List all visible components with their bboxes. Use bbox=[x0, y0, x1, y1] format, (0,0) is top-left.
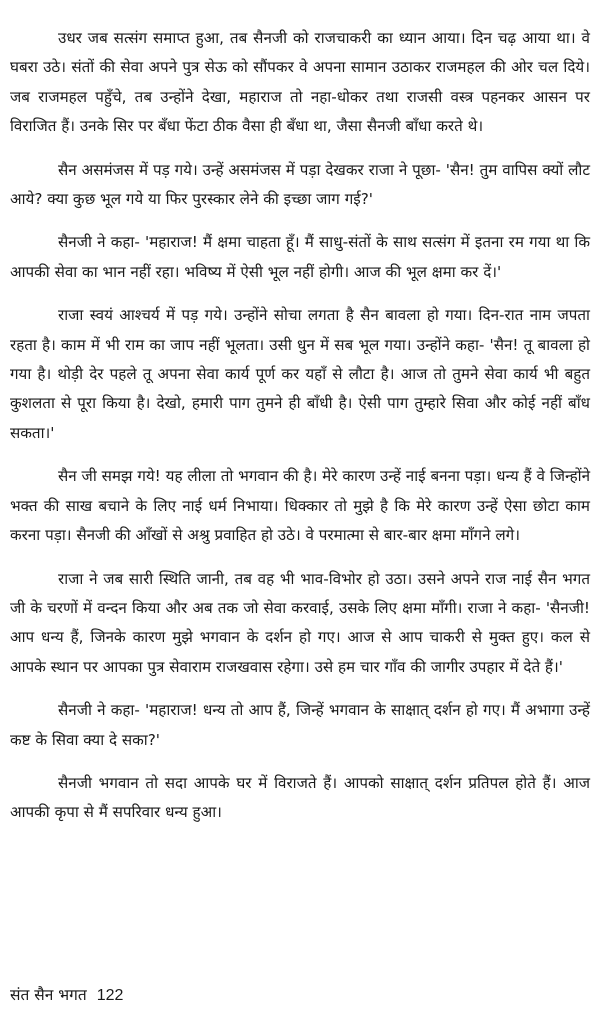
footer-book-title: संत सैन भगत bbox=[10, 986, 87, 1004]
paragraph-5: सैन जी समझ गये! यह लीला तो भगवान की है। मेरे कारण उन्हें नाई बनना पड़ा। धन्य हैं वे जिन्होंने भक्त की साख बचाने के लिए नाई धर्म निभाया। धिक्कार तो मुझे है कि मेरे कारण उन्हें ऐसा छोटा काम करना पड़ा। सैनजी की आँखों से अश्रु प्रवाहित हो उठे। वे परमात्मा से बार-बार क्षमा माँगने लगे। bbox=[10, 467, 590, 545]
paragraph-7: सैनजी ने कहा- 'महाराज! धन्य तो आप हैं, जिन्हें भगवान के साक्षात् दर्शन हो गए। मैं अभागा उन्हें कष्ट के सिवा क्या दे सका?' bbox=[10, 701, 590, 749]
paragraph-1: उधर जब सत्संग समाप्त हुआ, तब सैनजी को राजचाकरी का ध्यान आया। दिन चढ़ आया था। वे घबरा उठे। संतों की सेवा अपने पुत्र सेऊ को सौंपकर वे अपना सामान उठाकर राजमहल की ओर चल दिये। जब राजमहल पहुँचे, तब उन्होंने देखा, महाराज तो नहा-धोकर तथा राजसी वस्त्र पहनकर आसन पर विराजित हैं। उनके सिर पर बँधा फेंटा ठीक वैसा ही बँधा था, जैसा सैनजी बाँधा करते थे। bbox=[10, 29, 590, 136]
page-footer bbox=[10, 985, 123, 1006]
paragraph-6: राजा ने जब सारी स्थिति जानी, तब वह भी भाव-विभोर हो उठा। उसने अपने राज नाई सैन भगत जी के चरणों में वन्दन किया और अब तक जो सेवा करवाई, उसके लिए क्षमा माँगी। राजा ने कहा- 'सैनजी! आप धन्य हैं, जिनके कारण मुझे भगवान के दर्शन हो गए। आज से आप चाकरी से मुक्त हुए। कल से आपके स्थान पर आपका पुत्र सेवाराम राजखवास रहेगा। उसे हम चार गाँव की जागीर उपहार में देते हैं।' bbox=[10, 569, 590, 676]
paragraph-4: राजा स्वयं आश्चर्य में पड़ गये। उन्होंने सोचा लगता है सैन बावला हो गया। दिन-रात नाम जपता रहता है। काम में भी राम का जाप नहीं भूलता। उसी धुन में सब भूल गया। उन्होंने कहा- 'सैन! तू बावला हो गया है। थोड़ी देर पहले तू अपना सेवा कार्य पूर्ण कर यहाँ से लौटा है। आज तो तुमने सेवा कार्य भी बहुत कुशलता से पूरा किया है। देखो, हमारी पाग तुमने ही बाँधी है। ऐसी पाग तुम्हारे सिवा और कोई नहीं बाँध सकता।' bbox=[10, 306, 590, 442]
paragraph-3: सैनजी ने कहा- 'महाराज! मैं क्षमा चाहता हूँ। मैं साधु-संतों के साथ सत्संग में इतना रम गया था कि आपकी सेवा का भान नहीं रहा। भविष्य में ऐसी भूल नहीं होगी। आज की भूल क्षमा कर दें।' bbox=[10, 233, 590, 281]
paragraph-2: सैन असमंजस में पड़ गये। उन्हें असमंजस में पड़ा देखकर राजा ने पूछा- 'सैन! तुम वापिस क्यों लौट आये? क्या कुछ भूल गये या फिर पुरस्कार लेने की इच्छा जाग गई?' bbox=[10, 160, 590, 209]
page-number: 122 bbox=[96, 987, 124, 1004]
paragraph-8: सैनजी भगवान तो सदा आपके घर में विराजते हैं। आपको साक्षात् दर्शन प्रतिपल होते हैं। आज आपकी कृपा से मैं सपरिवार धन्य हुआ। bbox=[10, 773, 590, 822]
